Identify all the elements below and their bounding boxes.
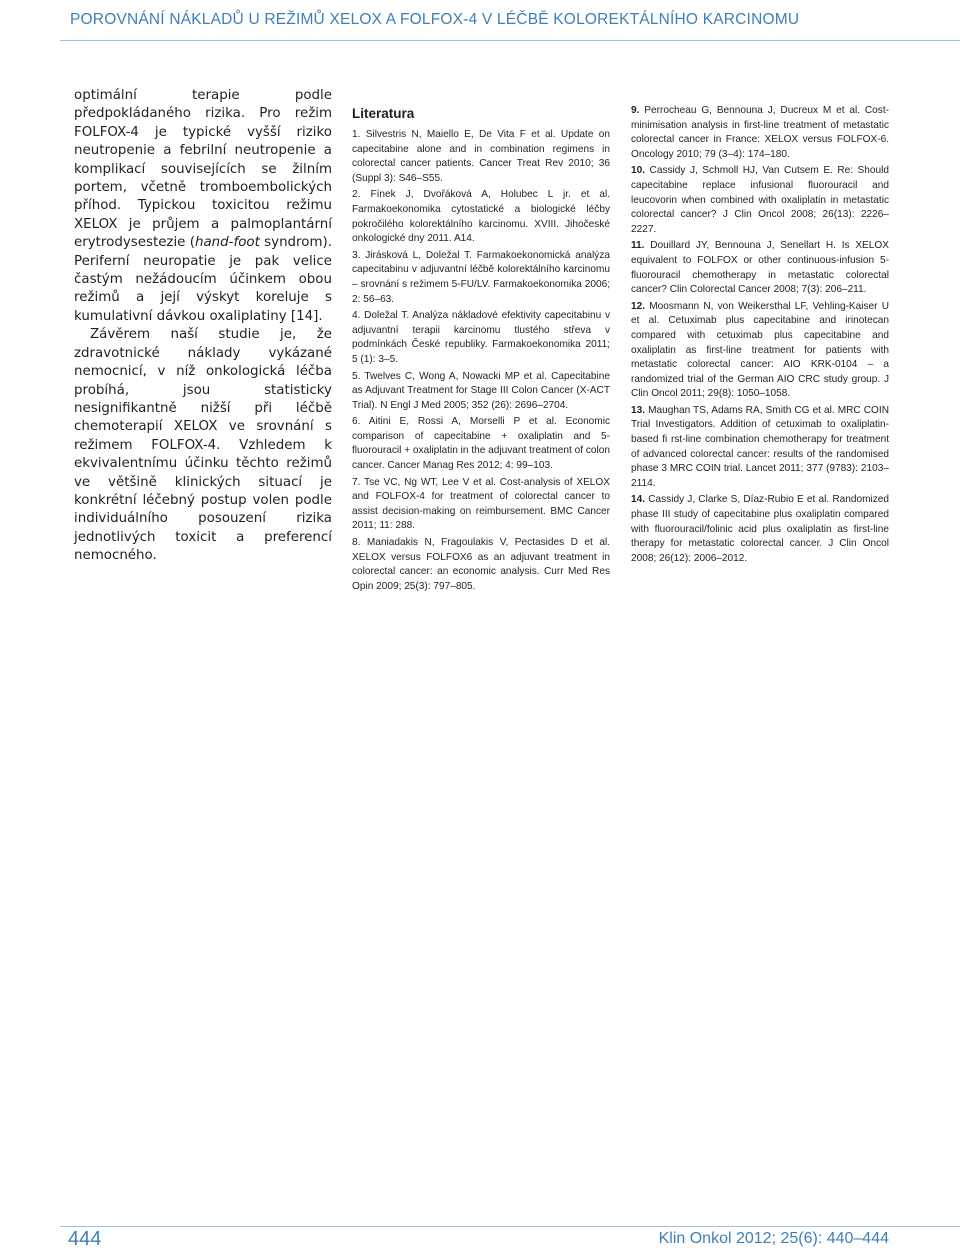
reference-text: Tse VC, Ng WT, Lee V et al. Cost-analysis of XELOX and FOLFOX-4 for treatment of colorectal cancer to assist decision-making on reimbursement. BMC Cancer 2011; 11: 288.	[352, 476, 611, 532]
reference-item	[352, 370, 610, 414]
reference-item	[631, 164, 889, 237]
reference-number: 9.	[631, 105, 640, 116]
journal-citation: Klin Onkol 2012; 25(6): 440–444	[658, 1230, 889, 1247]
reference-item	[631, 104, 889, 162]
reference-text: Maughan TS, Adams RA, Smith CG et al. MRC COIN Trial Investigators. Addition of cetuximab to oxaliplatin-based fi rst-line combination chemotherapy for treatment of advanced colorectal cancer: results of the randomised phase 3 MRC COIN trial. Lancet 2011; 377 (9783): 2103–2114.	[631, 404, 889, 489]
references-column-1	[352, 128, 610, 596]
reference-number: 1.	[352, 129, 361, 140]
reference-number: 5.	[352, 370, 361, 382]
reference-text: Cassidy J, Schmoll HJ, Van Cutsem E. Re: Should capecitabine replace infusional fluorouracil and leucovorin when combined with oxaliplatin in metastatic colorectal cancer? J Clin Oncol 2008; 26(13): 2226–2227.	[631, 165, 889, 235]
references-heading: Literatura	[352, 106, 415, 121]
reference-number: 7.	[352, 476, 361, 488]
reference-text: Doležal T. Analýza nákladové efektivity capecitabinu v adjuvantní terapii karcinomu tlustého střeva v podmínkách České republiky. Farmakoekonomika 2011; 5 (1): 3–5.	[352, 310, 610, 365]
reference-text: Silvestris N, Maiello E, De Vita F et al. Update on capecitabine alone and in combination regimens in colorectal cancer patients. Cancer Treat Rev 2010; 36 (Suppl 3): S46–S55.	[352, 129, 610, 184]
running-header: POROVNÁNÍ NÁKLADŮ U REŽIMŮ XELOX A FOLFOX-4 V LÉČBĚ KOLOREKTÁLNÍHO KARCINOMU	[70, 11, 800, 28]
reference-number: 10.	[631, 165, 646, 177]
body-text-column	[74, 87, 332, 566]
reference-number: 8.	[352, 537, 361, 549]
references-column-2	[631, 104, 889, 568]
reference-number: 4.	[352, 310, 361, 322]
reference-item	[352, 476, 610, 534]
reference-item	[352, 249, 610, 307]
reference-text: Aitini E, Rossi A, Morselli P et al. Economic comparison of capecitabine + oxaliplatin and 5-fluorouracil + oxaliplatin in the adjuvant treatment of colon cancer. Cancer Manag Res 2012; 4: 99–103.	[352, 416, 610, 472]
reference-text: Cassidy J, Clarke S, Díaz-Rubio E et al. Randomized phase III study of capecitabine plus oxaliplatin compared with fluorouracil/folinic acid plus oxaliplatin as first-line therapy for metastatic colorectal cancer. J Clin Oncol 2008; 26(12): 2006–2012.	[631, 494, 889, 564]
reference-item	[352, 188, 610, 246]
body-paragraph-1-italic: hand-foot	[194, 235, 260, 251]
reference-text: Douillard JY, Bennouna J, Senellart H. Is XELOX equivalent to FOLFOX or other continuous-infusion 5-fluorouracil chemotherapy in metastatic colorectal cancer? Clin Colorectal Cancer 2008; 7(3): 206–211.	[631, 240, 889, 296]
reference-item	[352, 415, 610, 473]
reference-text: Moosmann N, von Weikersthal LF, Vehling-Kaiser U et al. Cetuximab plus capecitabine and irinotecan compared with cetuximab plus capecitabine and oxaliplatin as first-line treatment for patients with metastatic colorectal cancer: AIO KRK-0104 – a randomized trial of the German AIO CRC study group. J Clin Oncol 2011; 29(8): 1050–1058.	[631, 300, 889, 400]
reference-text: Fínek J, Dvořáková A, Holubec L jr. et al. Farmakoekonomika cytostatické a biologické léčby pokročilého kolorektálního karcinomu. XVIII. Jihočeské onkologické dny 2011. A14.	[352, 189, 610, 245]
reference-item	[352, 309, 610, 367]
reference-number: 12.	[631, 300, 646, 312]
reference-text: Twelves C, Wong A, Nowacki MP et al. Capecitabine as Adjuvant Treatment for Stage III Colon Cancer (X-ACT Trial). N Engl J Med 2005; 352 (26): 2696–2704.	[352, 370, 610, 411]
reference-text: Maniadakis N, Fragoulakis V, Pectasides D et al. XELOX versus FOLFOX6 as an adjuvant treatment in colorectal cancer: an economic analysis. Curr Med Res Opin 2009; 25(3): 797–805.	[352, 537, 610, 592]
reference-item	[631, 239, 889, 297]
body-paragraph-1-text: optimální terapie podle předpokládaného rizika. Pro režim FOLFOX-4 je typické vyšší riziko neutropenie a febrilní neutropenie a komplikací souvisejících se žilním portem, včetně tromboembolických příhod. Typickou toxicitou režimu XELOX je průjem a palmoplantární erytrodysestezie (	[74, 88, 332, 251]
reference-item	[352, 536, 610, 594]
body-paragraph-2: Závěrem naší studie je, že zdravotnické náklady vykázané nemocnicí, v níž onkologická léčba probíhá, jsou statisticky nesignifikantně nižší při léčbě chemoterapií XELOX ve srovnání s režimem FOLFOX-4. Vzhledem k ekvivalentnímu účinku těchto režimů ve většině klinických situací je konkrétní léčebný postup volen podle individuálního posouzení rizika jednotlivých toxicit a preferencí nemocného.	[74, 327, 332, 564]
reference-number: 13.	[631, 404, 646, 416]
body-paragraph-1-end: syndrom). Periferní neuropatie je pak velice častým nežádoucím účinkem obou režimů a její výskyt koreluje s kumulativní dávkou oxaliplatiny [14].	[74, 235, 332, 324]
reference-text: Perrocheau G, Bennouna J, Ducreux M et al. Cost-minimisation analysis in first-line treatment of metastatic colorectal cancer in France: XELOX versus FOLFOX-6. Oncology 2010; 79 (3–4): 174–180.	[631, 105, 889, 160]
reference-number: 11.	[631, 240, 645, 252]
body-paragraph-1	[74, 87, 332, 326]
reference-item	[631, 404, 889, 492]
reference-number: 2.	[352, 189, 361, 201]
page-number: 444	[68, 1228, 102, 1250]
reference-number: 3.	[352, 249, 361, 261]
reference-number: 14.	[631, 494, 646, 506]
reference-item	[631, 493, 889, 566]
reference-item	[631, 300, 889, 402]
header-rule	[60, 40, 960, 41]
reference-text: Jirásková L, Doležal T. Farmakoekonomická analýza capecitabinu v adjuvantní léčbě kolorektálního karcinomu – srovnání s režimem 5-FU/LV. Farmakoekonomika 2006; 2: 56–63.	[352, 249, 610, 305]
footer-rule	[60, 1226, 960, 1227]
reference-item	[352, 128, 610, 186]
reference-number: 6.	[352, 416, 361, 428]
